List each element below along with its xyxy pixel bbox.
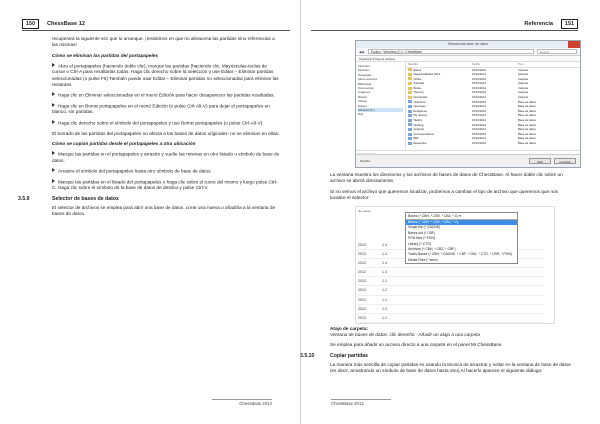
dropdown-option[interactable]: Library (*.CTG) [408, 241, 431, 246]
left-body-text [18, 36, 280, 222]
file-date: 15/10/2012 [472, 76, 486, 81]
folder-icon [408, 96, 412, 99]
file-date: 15/10/2012 [472, 131, 486, 136]
file-date: 15/10/2012 [472, 108, 486, 113]
table-row [358, 296, 544, 305]
bullet-paragraph: Haga clic en Borrar portapapeles en el menú Edición (o pulse Ctrl-Alt-V) para dejar el portapapeles en blanco, sin partidas. [52, 103, 270, 115]
folder-icon [408, 82, 412, 85]
file-type: Carpeta [518, 72, 528, 77]
file-date: 15/10/2012 [472, 127, 486, 132]
file-type: Carpeta [518, 90, 528, 95]
file-type: Base de datos [518, 122, 536, 127]
subheading: Cómo se eliminan las partidas del portapapeles [52, 52, 159, 58]
file-name: Openings [413, 104, 426, 109]
paragraph: recuperará la siguiente vez que lo arranque. ¡Insistimos en que no almacena las partidas sino referencias a las mismas! [52, 36, 275, 48]
table-cell [402, 305, 544, 313]
nav-item[interactable]: Vídeos [358, 99, 367, 104]
folder-icon [408, 91, 412, 94]
table-row [358, 314, 544, 323]
database-icon [408, 142, 412, 145]
table-cell: 1.2 [382, 297, 387, 302]
section-title: Copiar partidas [330, 352, 369, 359]
file-type: Base de datos [518, 99, 536, 104]
close-icon[interactable] [568, 41, 580, 48]
file-date: 15/10/2012 [472, 81, 486, 86]
caption-label: Atajo de carpeta: [330, 326, 369, 331]
header-rule [22, 30, 290, 31]
file-type: Base de datos [518, 113, 536, 118]
file-name: Correspondence [413, 131, 435, 136]
file-date: 15/10/2012 [472, 118, 486, 123]
table-cell: 2012 [358, 306, 366, 311]
table-cell: 1.1 [382, 279, 387, 284]
file-name: Training [413, 90, 424, 95]
file-type: Carpeta [518, 67, 528, 72]
table-cell: 1.4 [382, 252, 387, 257]
table-row [358, 305, 544, 314]
explorer-main [356, 62, 580, 150]
bullet-paragraph: Haga clic derecho sobre el símbolo del portapapeles y use Borrar portapapeles (o pulse Ctrl-Alt-V). [52, 120, 280, 127]
file-name: Repertoire [413, 141, 427, 145]
nav-item[interactable]: Descargas [358, 72, 372, 77]
caption-block [300, 326, 574, 379]
nav-item[interactable]: Imágenes [358, 90, 371, 95]
table-cell [402, 277, 544, 285]
paragraph: La ventana muestra los directorios y los archivos de bases de datos de ChessBase. Al hacer doble clic sobre un archivo se abrirá directamente. [330, 172, 563, 184]
bullet-triangle-icon [52, 92, 55, 96]
subheading: Cómo se copian partidas desde el portapapeles a otra ubicación [52, 140, 196, 146]
table-cell: 2012 [358, 279, 366, 284]
file-date: 15/10/2012 [472, 113, 486, 118]
section-heading [18, 195, 280, 202]
file-name: Tactics [413, 118, 423, 123]
bullet-paragraph: Abra el portapapeles (haciendo doble clic), marque las partidas (haciendo clic, Mayúsculas-teclas de cursor o Ctrl-A para resaltarlas todas. Haga clic derecho sobre la selección y use Editar – Eliminar partidas seleccionadas (o pulse F5) También puede usar Editar – Eliminar partidas no seleccionadas para eliminar las restantes. [52, 63, 279, 87]
footer-rule [331, 399, 391, 400]
file-name: Books [413, 85, 422, 90]
page-footer: ChessBase 2012 [331, 401, 364, 406]
dropdown-option[interactable]: Todos Bases (*.CBH, *.CBONE, *.CBF, *.CBZ, *.CTG, *.CBR, *.PGN) [408, 252, 512, 257]
folder-icon [408, 87, 412, 90]
database-icon [408, 137, 412, 140]
table-cell [402, 296, 544, 304]
database-icon [408, 105, 412, 108]
section-text: El selector de archivos se emplea para abrir una base de datos, crear una nueva o añadirla a la ventana de bases de datos. [52, 205, 276, 217]
file-name: Endgames [413, 108, 427, 113]
address-input[interactable]: Equipo › Windows (C:) › ChessBase [368, 49, 534, 54]
address-bar [356, 48, 580, 56]
file-type-dropdown-screenshot [355, 206, 555, 324]
file-name: Analysis [413, 127, 424, 132]
bullet-triangle-icon [52, 151, 55, 155]
window-titlebar [356, 41, 580, 48]
section-title: Selector de bases de datos [52, 195, 119, 202]
right-page [300, 0, 600, 424]
table-cell [402, 286, 544, 294]
file-type: Base de datos [518, 141, 536, 145]
file-type: Base de datos [518, 127, 536, 132]
table-row [358, 277, 544, 286]
table-cell: 1.2 [382, 315, 387, 320]
section-text: La manera más sencilla de copiar partidas es usando la técnica de arrastrar y soltar en la ventana de base de datos (es decir, arrastrando un símbolo de base de datos hasta otro) Al hacerlo aparece el siguiente diálogo: [330, 362, 571, 374]
table-cell: 2012 [358, 270, 366, 275]
file-name: Downloads [413, 95, 428, 100]
file-type: Base de datos [518, 136, 536, 141]
table-cell: 1.2 [382, 288, 387, 293]
nav-item[interactable]: Favoritos [358, 64, 370, 68]
database-icon [408, 100, 412, 103]
file-type: Base de datos [518, 104, 536, 109]
nav-item[interactable]: Red [358, 112, 364, 117]
file-type: Base de datos [518, 131, 536, 136]
bullet-paragraph: Arrastre el símbolo del portapapeles hasta otro símbolo de base de datos. [52, 168, 280, 175]
running-title: Referencia [524, 21, 553, 27]
paragraph: El borrado de las partidas del portapapeles no afecta a las bases de datos originales: no se eliminan en ellas. [52, 130, 280, 136]
cancel-button[interactable]: Cancelar [554, 158, 576, 164]
table-cell: 2012 [358, 243, 366, 247]
page-number: 151 [561, 19, 578, 29]
table-row [358, 268, 544, 277]
bullet-paragraph: Marque las partidas en el portapapeles y arrastre y suelte las mismas en otro listado o símbolo de base de datos. [52, 151, 280, 163]
database-icon [408, 123, 412, 126]
file-type: Carpeta [518, 81, 528, 86]
table-cell: 1.4 [382, 261, 387, 266]
folder-icon [408, 68, 412, 71]
bullet-triangle-icon [52, 103, 55, 107]
window-title: Seleccionar base de datos [448, 42, 488, 46]
page-footer: ChessBase 2012 [239, 401, 272, 406]
dropdown-selected[interactable]: Bases (*.CBH, *.CBV, *.CBZ, *.C) ▾ [406, 213, 517, 220]
table-cell: 2012 [358, 288, 366, 293]
file-rows [406, 68, 580, 146]
navigation-pane [356, 62, 406, 150]
nav-item[interactable]: Escritorio [358, 68, 370, 73]
filename-label: Nombre: [360, 159, 371, 163]
dropdown-option[interactable]: Bases (*.CBH, *.CBV, *.CBZ, *.C) [406, 220, 517, 225]
explorer-toolbar[interactable]: Organizar ▾ Nueva carpeta [356, 56, 580, 62]
bullet-triangle-icon [52, 120, 55, 124]
paragraph: Si no vemos el archivo que queremos localizar, probemos a cambiar el tipo de archivo que queremos que nos localice el selector: [330, 188, 558, 200]
table-cell: 2012 [358, 297, 366, 302]
dropdown-option[interactable]: Single file (*.CBONE) [408, 225, 441, 230]
dropdown-option[interactable]: Bases old (*.CBF) [408, 230, 436, 235]
file-date: 15/10/2012 [472, 90, 486, 95]
column-header-date[interactable]: Fecha [472, 62, 480, 66]
header-rule [311, 30, 578, 31]
file-type: Carpeta [518, 95, 528, 100]
folder-icon [408, 77, 412, 80]
nav-item[interactable]: Documentos [358, 86, 374, 91]
file-name: My Games [413, 113, 428, 118]
database-icon [408, 119, 412, 122]
table-row [358, 286, 544, 295]
bullet-triangle-icon [52, 168, 55, 172]
page-number: 150 [22, 19, 39, 29]
dialog-buttons [356, 154, 580, 167]
file-date: 15/10/2012 [472, 141, 486, 145]
database-icon [408, 128, 412, 131]
file-row[interactable] [406, 141, 580, 146]
database-icon [408, 133, 412, 136]
file-name: Clipboard [413, 99, 426, 104]
file-name: Bases [413, 67, 422, 72]
file-type: Carpeta [518, 76, 528, 81]
page-header [22, 19, 290, 29]
dropdown-options [406, 220, 517, 263]
table-cell: 2012 [358, 315, 366, 320]
nav-item[interactable]: Sitios recientes [358, 77, 377, 82]
database-icon [408, 114, 412, 117]
file-date: 15/10/2012 [472, 99, 486, 104]
file-name: Blitz [413, 136, 419, 141]
table-cell [402, 314, 544, 322]
open-button[interactable]: Abrir [529, 158, 551, 164]
file-date: 15/10/2012 [472, 67, 486, 72]
table-cell: 2012 [358, 252, 366, 257]
section-number: 3.5.10 [300, 352, 315, 359]
file-date: 15/10/2012 [472, 104, 486, 109]
folder-icon [408, 73, 412, 76]
dropdown-option[interactable]: Archivos (*.CBH, *.CBZ, *.CBF) [408, 247, 456, 252]
bullet-paragraph: Haga clic en Eliminar seleccionadas en el menú Edición para hacer desaparecer las partidas resaltadas. [52, 92, 280, 99]
file-type-dropdown[interactable] [405, 212, 518, 264]
table-cell: 2012 [358, 261, 366, 266]
file-type: Base de datos [518, 108, 536, 113]
file-list [406, 62, 580, 150]
bullet-paragraph: Marque las partidas en el listado del portapapeles o haga clic sobre el icono del mismo y luego pulse Ctrl-C. Haga clic sobre el símbolo de la base de datos de destino y pulse Ctrl-V. [52, 179, 278, 191]
nav-item[interactable]: Equipo [358, 103, 367, 108]
file-selector-screenshot [355, 40, 581, 168]
column-header-type[interactable]: Tipo [518, 62, 524, 66]
running-title: ChessBase 12 [47, 21, 85, 27]
file-date: 15/10/2012 [472, 136, 486, 141]
column-header-name[interactable]: Nombre [408, 62, 418, 66]
bullet-triangle-icon [52, 63, 55, 67]
nav-item[interactable]: Windows (C:) [358, 108, 403, 112]
file-name: Mega Database 2013 [413, 72, 441, 77]
file-name: Tutorials [413, 81, 425, 86]
file-date: 15/10/2012 [472, 95, 486, 100]
footer-rule [212, 399, 272, 400]
search-input[interactable]: Buscar [537, 49, 577, 54]
table-cell: 1.4 [382, 270, 387, 275]
caption-text: Se emplea para añadir un acceso directo a una carpeta en el panel Mi ChessBase. [330, 342, 503, 348]
dropdown-top-label: de nueva [358, 209, 371, 213]
table-cell: 1.2 [382, 306, 387, 311]
caption-line: Ventana de bases de datos: clic derecho - Añadir un atajo a una carpeta [330, 332, 481, 338]
file-type: Carpeta [518, 85, 528, 90]
file-date: 15/10/2012 [472, 85, 486, 90]
file-date: 15/10/2012 [472, 122, 486, 127]
back-arrow-icon[interactable]: ◀ ▶ [359, 49, 365, 54]
file-name: Strategy [413, 122, 424, 127]
section-heading [300, 352, 574, 359]
file-date: 15/10/2012 [472, 72, 486, 77]
table-cell [402, 268, 544, 276]
section-number: 3.5.9 [18, 195, 30, 202]
file-type: Base de datos [518, 118, 536, 123]
page-header [311, 19, 578, 29]
right-body-text-1 [330, 172, 574, 205]
table-cell: 1.4 [382, 243, 387, 247]
nav-item[interactable]: Bibliotecas [358, 81, 372, 86]
file-name: Online [413, 76, 422, 81]
bullet-triangle-icon [52, 179, 55, 183]
dropdown-option[interactable]: Media Files (*.wmv) [408, 257, 438, 262]
database-icon [408, 110, 412, 113]
nav-item[interactable]: Música [358, 94, 367, 99]
dropdown-option[interactable]: PGN files (*.PGN) [408, 236, 436, 241]
